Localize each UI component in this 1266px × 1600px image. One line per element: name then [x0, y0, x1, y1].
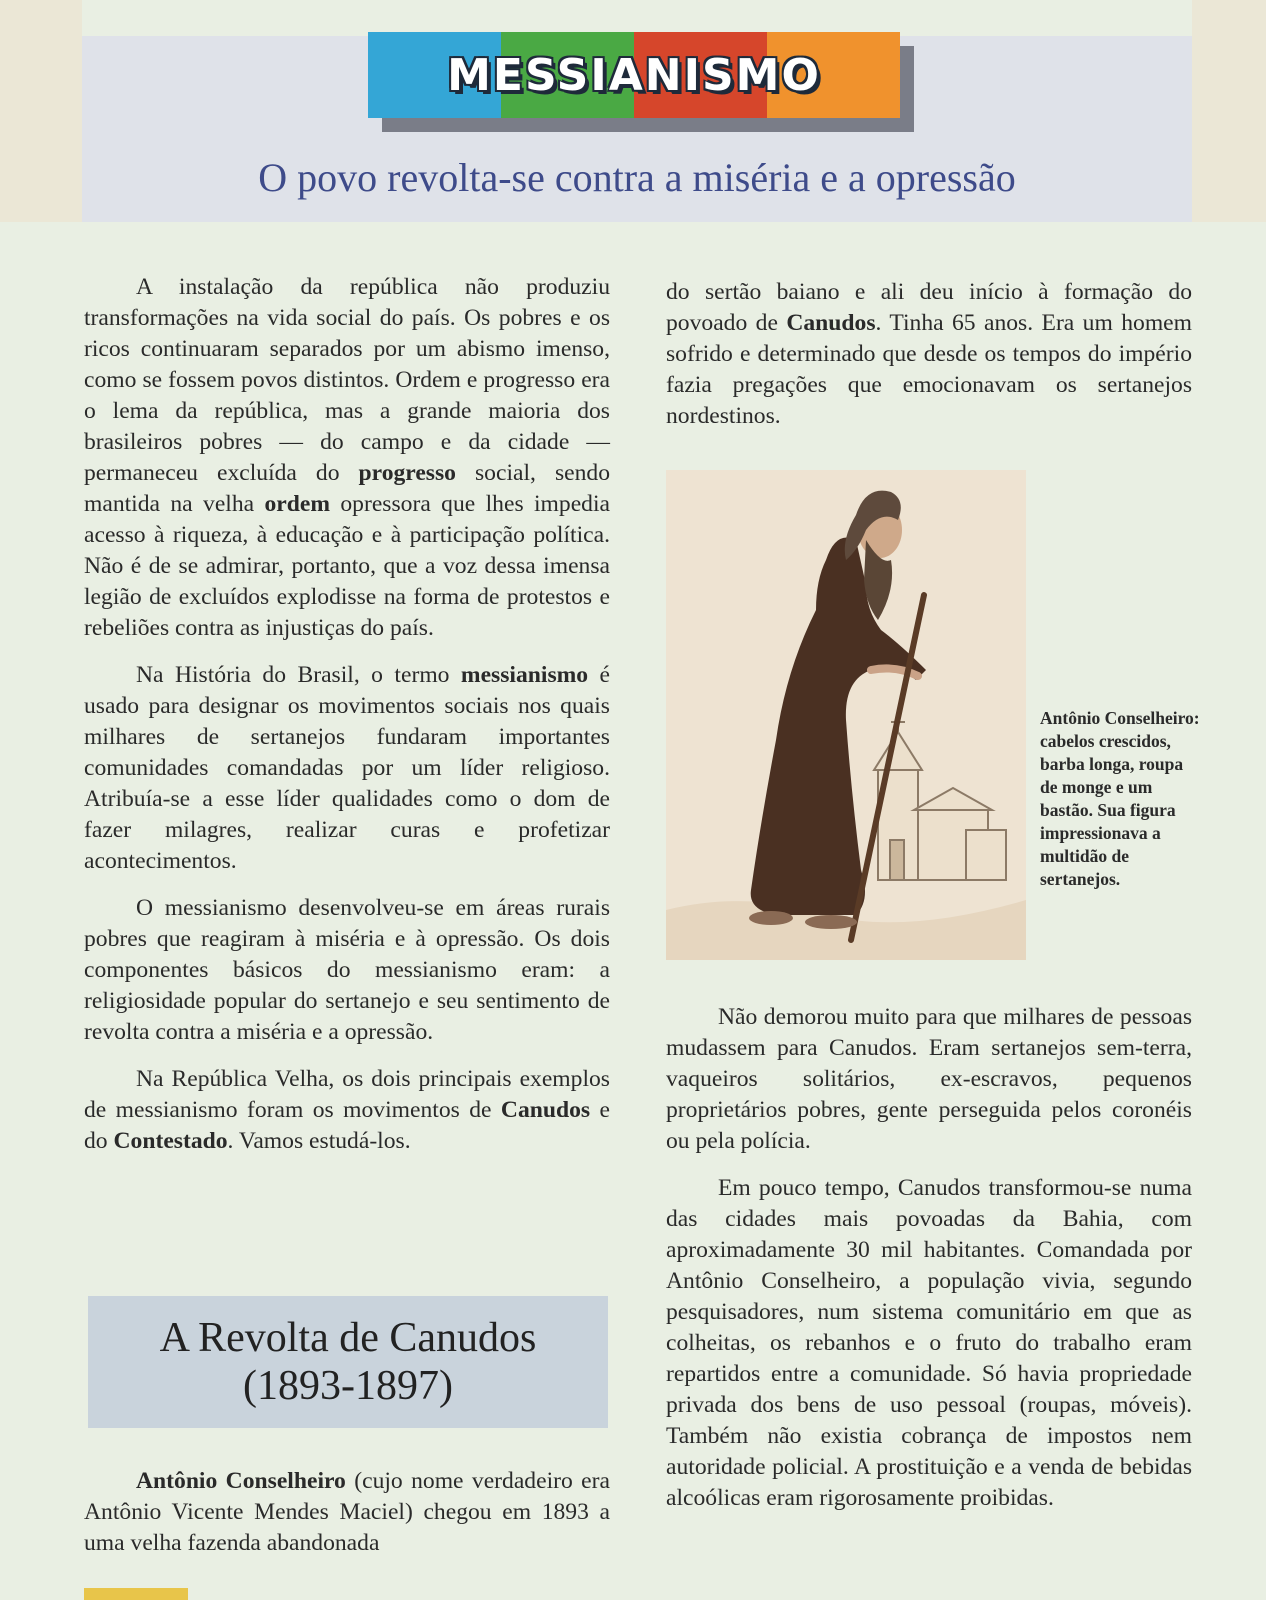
page-corner-mark	[84, 1588, 188, 1600]
paragraph-conselheiro-intro: Antônio Conselheiro (cujo nome verdadeiro era Antônio Vicente Mendes Maciel) chegou em 1893 a uma velha fazenda abandonada	[84, 1468, 610, 1556]
paragraph-messianismo-definicao: Na História do Brasil, o termo messianismo é usado para designar os movimentos sociais nos quais milhares de sertanejos fundaram importantes comunidades comandadas por um líder religioso. Atribuía-se a esse líder qualidades como o dom de fazer milagres, realizar curas e profetizar acontecimentos.	[84, 662, 611, 874]
left-column	[84, 272, 610, 1173]
foot-left	[749, 911, 793, 925]
paragraph-areas-rurais: O messianismo desenvolveu-se em áreas rurais pobres que reagiram à miséria e à opressão. Os dois componentes básicos do messianismo eram: a religiosidade popular do sertanejo e seu sentimento de revolta contra a miséria e a opressão.	[84, 895, 610, 1045]
right-column-top	[666, 277, 1192, 448]
section-heading-canudos	[88, 1296, 608, 1428]
header-left-strip	[0, 0, 82, 222]
conselheiro-drawing	[666, 470, 1026, 960]
chapter-subtitle: O povo revolta-se contra a miséria e a opressão	[258, 155, 1016, 200]
conselheiro-illustration	[666, 470, 1026, 960]
header-right-strip	[1192, 0, 1266, 222]
paragraph-republica: A instalação da república não produziu transformações na vida social do país. Os pobres e os ricos continuaram separados por um abismo imenso, como se fossem povos distintos. Ordem e progresso era o lema da república, mas a grande maioria dos brasileiros pobres — do campo e da cidade — permaneceu excluída do progresso social, sendo mantida na velha ordem opressora que lhes impedia acesso à riqueza, à educação e à participação política. Não é de se admirar, portanto, que a voz dessa imensa legião de excluídos explodisse na forma de protestos e rebeliões contra as injustiças do país.	[84, 274, 610, 641]
section-years: (1893-1897)	[243, 1363, 453, 1409]
figure-caption: Antônio Conselheiro: cabelos crescidos, barba longa, roupa de monge e um bastão. Sua figura impressionava a multidão de sertanejos.	[1040, 708, 1200, 889]
chapter-title: MESSIANISMO	[447, 49, 821, 101]
foot-right	[805, 915, 857, 929]
left-bottom-column	[84, 1466, 610, 1575]
right-column-bottom	[666, 1002, 1192, 1530]
chapter-banner	[368, 32, 900, 128]
section-title: A Revolta de Canudos	[159, 1315, 537, 1361]
paragraph-sertao-baiano: do sertão baiano e ali deu início à formação do povoado de Canudos. Tinha 65 anos. Era um homem sofrido e determinado que desde os tempos do império fazia pregações que emocionavam os sertanejos nordestinos.	[666, 279, 1192, 429]
paragraph-exemplos: Na República Velha, os dois principais exemplos de messianismo foram os movimentos de Canudos e do Contestado. Vamos estudá-los.	[84, 1066, 610, 1154]
paragraph-migracao: Não demorou muito para que milhares de pessoas mudassem para Canudos. Eram sertanejos sem-terra, vaqueiros solitários, ex-escravos, pequenos proprietários pobres, gente perseguida pelos coronéis ou pela polícia.	[666, 1004, 1192, 1154]
paragraph-comunidade: Em pouco tempo, Canudos transformou-se numa das cidades mais povoadas da Bahia, com aproximadamente 30 mil habitantes. Comandada por Antônio Conselheiro, a população vivia, segundo pesquisadores, num sistema comunitário em que as colheitas, os rebanhos e o fruto do trabalho eram repartidos entre a comunidade. Só havia propriedade privada dos bens de uso pessoal (roupas, móveis). Também não existia cobrança de impostos nem autoridade policial. A prostituição e a venda de bebidas alcoólicas eram rigorosamente proibidas.	[666, 1175, 1192, 1511]
